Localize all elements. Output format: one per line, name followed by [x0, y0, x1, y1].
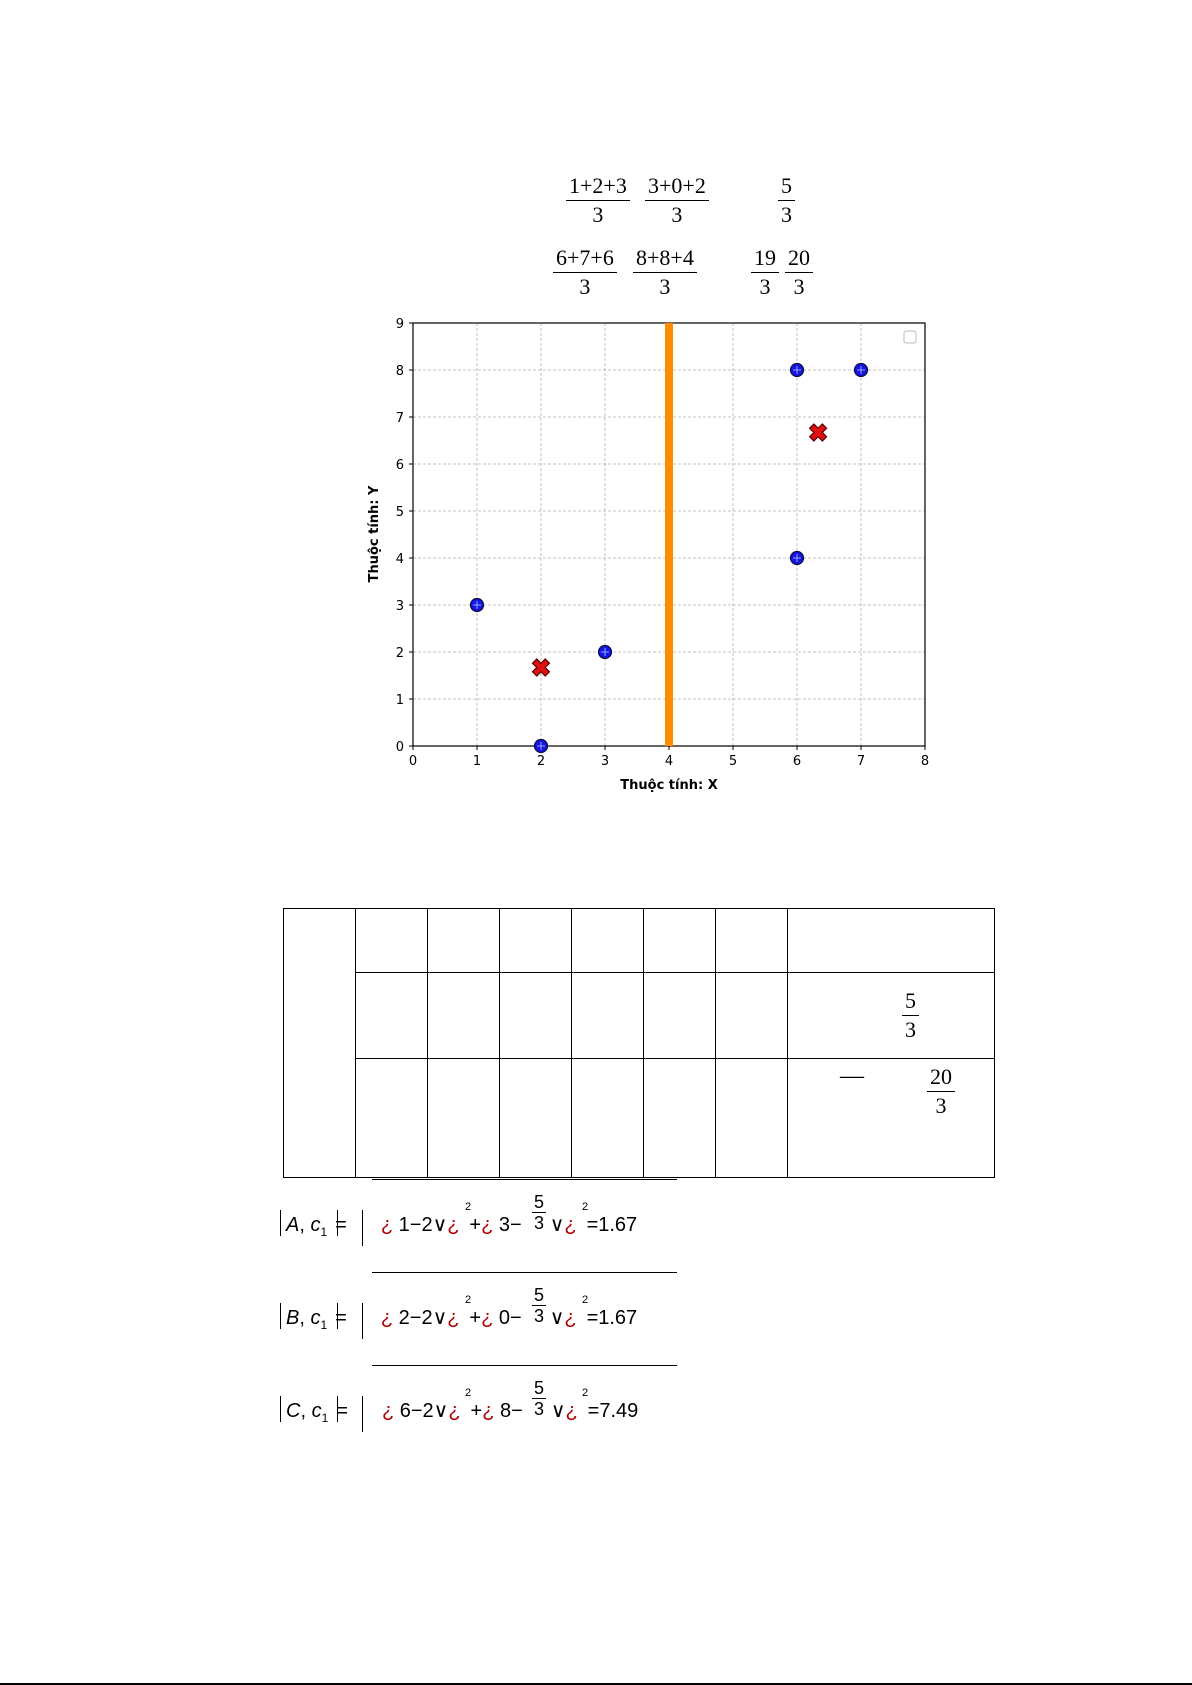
- data-point: [855, 364, 868, 377]
- distance-result: 7.49: [599, 1400, 639, 1422]
- equals-sign: =: [335, 1214, 347, 1236]
- x-tick-label: 3: [600, 754, 610, 769]
- numerator: 5: [778, 172, 795, 201]
- table-cell: [500, 973, 572, 1059]
- table-cell: [428, 1059, 500, 1178]
- point-label: A: [286, 1214, 300, 1236]
- data-point: [791, 552, 804, 565]
- sqrt-overbar: [372, 1365, 677, 1366]
- denominator: 3: [671, 202, 683, 227]
- numerator: 1+2+3: [566, 172, 630, 201]
- eq-fraction: [532, 1378, 546, 1419]
- equals-sign: =: [587, 1400, 600, 1422]
- term-b: 2: [421, 1307, 433, 1329]
- centroid-index: 1: [320, 1318, 328, 1332]
- formula-result-x-cluster2: [751, 244, 779, 301]
- denominator: 3: [579, 274, 591, 299]
- numerator: 6+7+6: [553, 244, 617, 273]
- numerator: 5: [534, 1192, 545, 1212]
- plus: +: [469, 1214, 482, 1236]
- centroid-marker: [805, 420, 830, 445]
- denominator: 3: [592, 202, 604, 227]
- term-b: 2: [422, 1400, 434, 1422]
- table-cell: [500, 1059, 572, 1178]
- y-tick-label: 0: [395, 740, 404, 755]
- equals-sign: =: [336, 1400, 348, 1422]
- minus: −: [409, 1214, 422, 1236]
- minus: −: [510, 1307, 522, 1329]
- formula-y-sum-cluster1: [645, 172, 709, 229]
- denominator: 3: [534, 1306, 545, 1326]
- glyph: ¿: [565, 1400, 578, 1422]
- y-tick-label: 6: [395, 458, 404, 473]
- numerator: 5: [902, 987, 919, 1016]
- distance-equation: [286, 1212, 637, 1239]
- formula-y-sum-cluster2: [633, 244, 697, 301]
- y-tick-label: 7: [395, 411, 404, 426]
- square-exponent: 2: [582, 1294, 589, 1306]
- x-tick-label: 5: [728, 754, 738, 769]
- table-frac-20-3: [927, 1063, 955, 1120]
- glyph: ¿: [482, 1400, 495, 1422]
- term-c: 0: [498, 1307, 511, 1329]
- square-exponent: 2: [582, 1387, 589, 1399]
- minus: −: [511, 1400, 523, 1422]
- glyph: ¿: [564, 1214, 577, 1236]
- term-a: 6: [399, 1400, 411, 1422]
- distance-equation: [286, 1305, 637, 1332]
- numerator: 19: [751, 244, 779, 273]
- norm-bar-left: [280, 1210, 281, 1236]
- table-cell: [716, 1059, 788, 1178]
- distance-result: 1.67: [598, 1214, 638, 1236]
- denominator: 3: [793, 274, 805, 299]
- equals-sign: =: [335, 1307, 347, 1329]
- table-cell: [356, 1059, 428, 1178]
- table-cell: [788, 909, 995, 973]
- data-table: [283, 908, 995, 1178]
- x-axis-label: Thuộc tính: X: [620, 778, 718, 793]
- y-tick-label: 8: [395, 364, 404, 379]
- formula-result-cluster1: [778, 172, 795, 229]
- table-cell: [644, 909, 716, 973]
- table-cell: [572, 1059, 644, 1178]
- comma: ,: [300, 1400, 307, 1422]
- y-tick-label: 2: [395, 646, 404, 661]
- centroid-symbol: c: [310, 1307, 321, 1329]
- table-cell: [356, 909, 428, 973]
- y-tick-label: 1: [395, 693, 404, 708]
- table-cell: [500, 909, 572, 973]
- square-exponent: 2: [465, 1294, 472, 1306]
- centroid-symbol: c: [311, 1400, 322, 1422]
- table-cell: [788, 973, 995, 1059]
- formula-result-y-cluster2: [785, 244, 813, 301]
- glyph: ¿: [481, 1214, 494, 1236]
- denominator: 3: [905, 1017, 916, 1042]
- x-tick-label: 6: [792, 754, 802, 769]
- square-exponent: 2: [582, 1201, 589, 1213]
- data-point: [599, 646, 612, 659]
- plus: +: [470, 1400, 483, 1422]
- denominator: 3: [534, 1213, 545, 1233]
- data-point: [471, 599, 484, 612]
- comma: ,: [299, 1307, 305, 1329]
- scatter-chart: [360, 315, 940, 795]
- denominator: 3: [534, 1399, 545, 1419]
- plus: +: [469, 1307, 482, 1329]
- glyph: ¿: [447, 1307, 460, 1329]
- axis-ticks: [396, 317, 929, 769]
- centroid-index: 1: [320, 1225, 328, 1239]
- denominator: 3: [935, 1093, 947, 1118]
- table-cell: [284, 909, 356, 1178]
- glyph: ¿: [481, 1307, 494, 1329]
- table-cell: [428, 973, 500, 1059]
- term-a: 1: [398, 1214, 410, 1236]
- square-exponent: 2: [465, 1201, 472, 1213]
- table-cell: [644, 1059, 716, 1178]
- table-cell: [716, 909, 788, 973]
- equals-sign: =: [586, 1214, 599, 1236]
- term-b: 2: [421, 1214, 433, 1236]
- equals-sign: =: [586, 1307, 599, 1329]
- point-label: B: [286, 1307, 300, 1329]
- term-c: 8: [500, 1400, 512, 1422]
- glyph: ¿: [448, 1400, 461, 1422]
- legend-box: [904, 331, 916, 343]
- vee: ∨: [432, 1307, 448, 1329]
- table-cell: [572, 909, 644, 973]
- term-c: 3: [498, 1214, 511, 1236]
- table-cell: [644, 973, 716, 1059]
- table-cell: [428, 909, 500, 973]
- denominator: 3: [659, 274, 671, 299]
- vee: ∨: [550, 1400, 566, 1422]
- x-tick-label: 7: [856, 754, 866, 769]
- minus: −: [409, 1307, 422, 1329]
- minus: −: [410, 1400, 423, 1422]
- x-tick-label: 2: [536, 754, 546, 769]
- table-frac-5-3: [902, 987, 919, 1044]
- centroid-symbol: c: [310, 1214, 321, 1236]
- term-a: 2: [398, 1307, 410, 1329]
- table-cell: [788, 1059, 995, 1178]
- dash-mark: —: [840, 1063, 864, 1089]
- eq-fraction: [532, 1285, 546, 1326]
- y-tick-label: 3: [395, 599, 404, 614]
- square-exponent: 2: [465, 1387, 472, 1399]
- denominator: 3: [781, 202, 792, 227]
- x-tick-label: 4: [664, 754, 674, 769]
- minus: −: [510, 1214, 522, 1236]
- y-tick-label: 4: [395, 552, 404, 567]
- vee: ∨: [549, 1307, 565, 1329]
- table-cell: [716, 973, 788, 1059]
- distance-equation: [286, 1398, 638, 1425]
- formula-x-sum-cluster1: [566, 172, 630, 229]
- glyph: ¿: [381, 1400, 395, 1422]
- numerator: 20: [785, 244, 813, 273]
- glyph: ¿: [380, 1307, 394, 1329]
- glyph: ¿: [380, 1214, 394, 1236]
- numerator: 3+0+2: [645, 172, 709, 201]
- distance-result: 1.67: [598, 1307, 638, 1329]
- norm-bar-left: [280, 1396, 281, 1422]
- glyph: ¿: [447, 1214, 460, 1236]
- table-cell: [572, 973, 644, 1059]
- data-point: [535, 740, 548, 753]
- y-tick-label: 5: [395, 505, 404, 520]
- x-tick-label: 8: [920, 754, 930, 769]
- table-cell: [356, 973, 428, 1059]
- vee: ∨: [549, 1214, 565, 1236]
- x-tick-label: 0: [408, 754, 418, 769]
- glyph: ¿: [564, 1307, 577, 1329]
- vee: ∨: [432, 1214, 448, 1236]
- point-label: C: [286, 1400, 301, 1422]
- x-tick-label: 1: [472, 754, 482, 769]
- comma: ,: [299, 1214, 305, 1236]
- vee: ∨: [433, 1400, 449, 1422]
- denominator: 3: [759, 274, 771, 299]
- sqrt-overbar: [372, 1179, 677, 1180]
- centroid-index: 1: [321, 1411, 329, 1425]
- eq-fraction: [532, 1192, 546, 1233]
- norm-bar-left: [280, 1303, 281, 1329]
- numerator: 5: [534, 1285, 545, 1305]
- y-tick-label: 9: [395, 317, 404, 332]
- numerator: 8+8+4: [633, 244, 697, 273]
- numerator: 5: [534, 1378, 545, 1398]
- formula-x-sum-cluster2: [553, 244, 617, 301]
- sqrt-overbar: [372, 1272, 677, 1273]
- data-point: [791, 364, 804, 377]
- numerator: 20: [927, 1063, 955, 1092]
- y-axis-label: Thuộc tính: Y: [367, 485, 382, 583]
